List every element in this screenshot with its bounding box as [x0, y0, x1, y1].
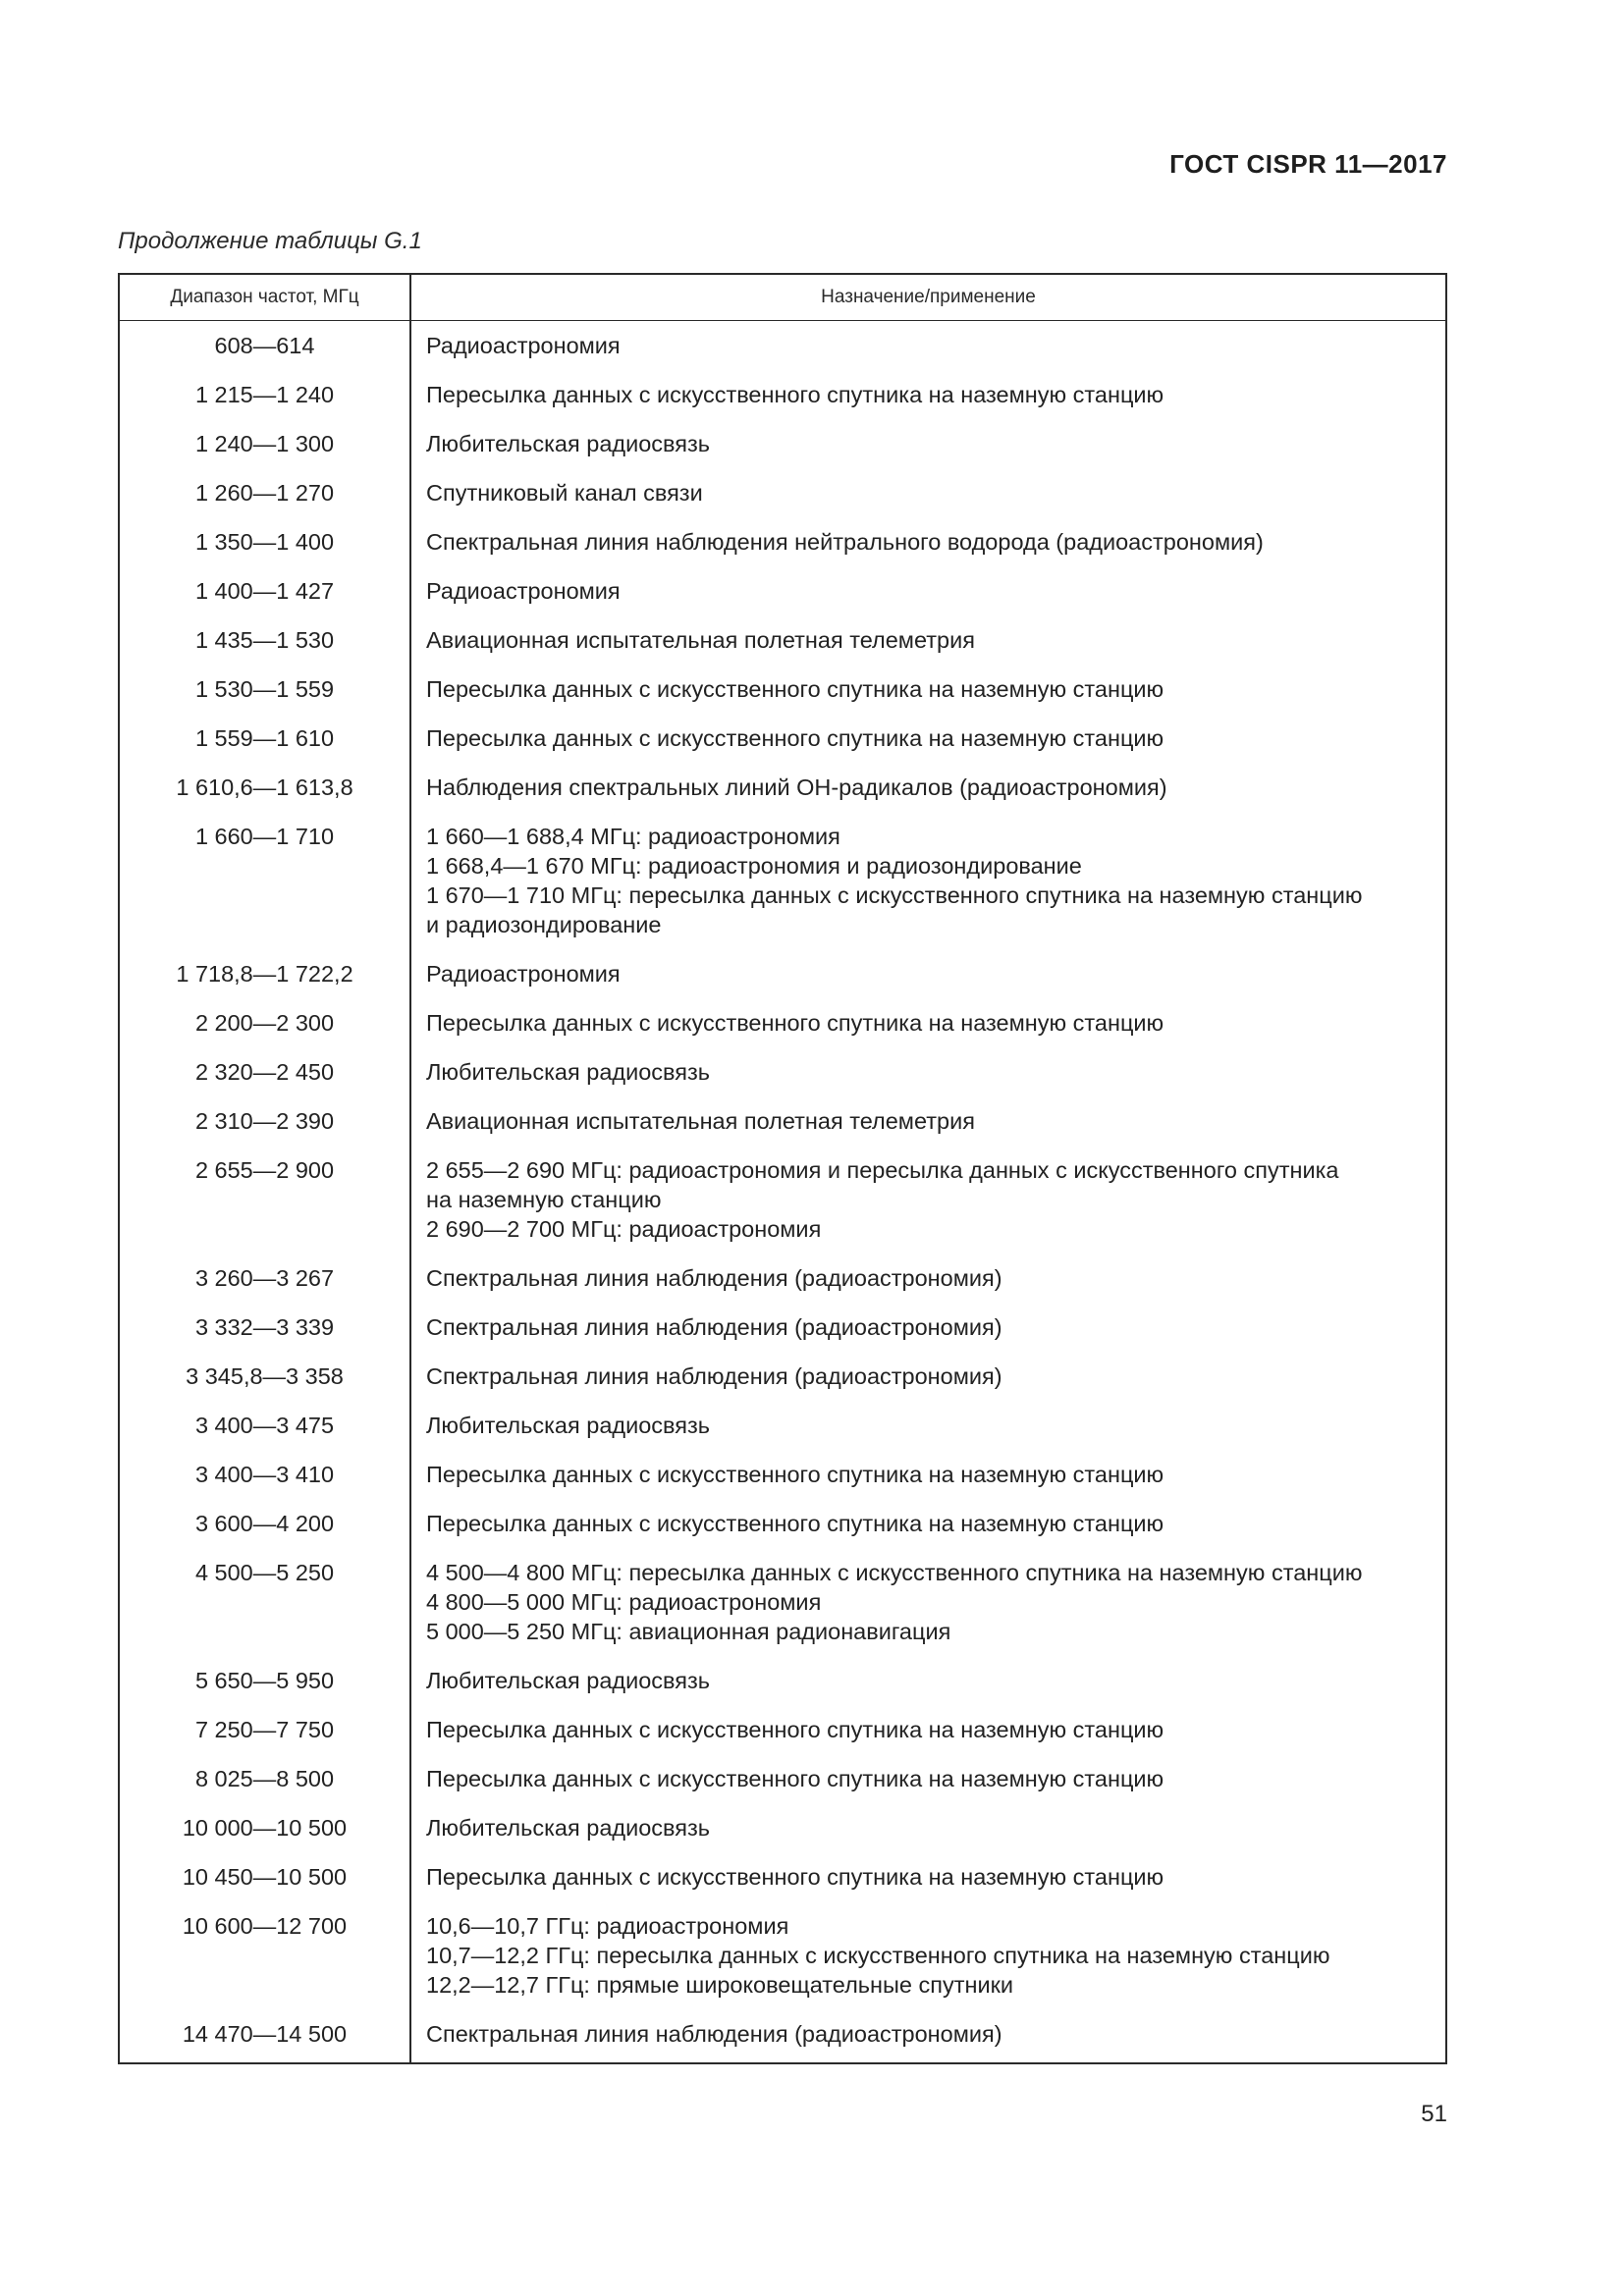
purpose-line: Спутниковый канал связи: [426, 480, 703, 506]
purpose-line: 5 000—5 250 МГц: авиационная радионавигация: [426, 1619, 951, 1644]
frequency-range-cell: 3 600—4 200: [120, 1503, 410, 1552]
frequency-range-cell: 2 200—2 300: [120, 1002, 410, 1051]
frequency-range-cell: 3 332—3 339: [120, 1307, 410, 1356]
frequency-range-cell: 1 660—1 710: [120, 816, 410, 953]
purpose-line: 4 800—5 000 МГц: радиоастрономия: [426, 1589, 822, 1615]
purpose-cell: [410, 1051, 1445, 1100]
purpose-line: 1 668,4—1 670 МГц: радиоастрономия и радиозондирование: [426, 853, 1082, 879]
purpose-cell: [410, 374, 1445, 423]
purpose-cell: [410, 1758, 1445, 1807]
purpose-line: Спектральная линия наблюдения нейтрального водорода (радиоастрономия): [426, 529, 1264, 555]
purpose-line: Пересылка данных с искусственного спутника на наземную станцию: [426, 676, 1164, 702]
purpose-line: Пересылка данных с искусственного спутника на наземную станцию: [426, 1766, 1164, 1791]
table-row: [120, 1257, 1445, 1307]
table-header: [120, 275, 1445, 325]
purpose-cell: [410, 1660, 1445, 1709]
purpose-line: Наблюдения спектральных линий ОН-радикалов (радиоастрономия): [426, 774, 1167, 800]
table-row: [120, 619, 1445, 668]
purpose-line: 4 500—4 800 МГц: пересылка данных с искусственного спутника на наземную станцию: [426, 1560, 1363, 1585]
purpose-line: Любительская радиосвязь: [426, 1668, 711, 1693]
purpose-cell: [410, 1807, 1445, 1856]
purpose-cell: [410, 1856, 1445, 1905]
purpose-cell: [410, 1454, 1445, 1503]
frequency-range-cell: 1 400—1 427: [120, 570, 410, 619]
table-row: [120, 325, 1445, 374]
purpose-line: Пересылка данных с искусственного спутника на наземную станцию: [426, 725, 1164, 751]
frequency-range-cell: 10 450—10 500: [120, 1856, 410, 1905]
frequency-range-cell: 10 600—12 700: [120, 1905, 410, 2013]
purpose-line: Пересылка данных с искусственного спутника на наземную станцию: [426, 1010, 1164, 1036]
purpose-line: и радиозондирование: [426, 912, 662, 937]
purpose-line: 1 670—1 710 МГц: пересылка данных с искусственного спутника на наземную станцию: [426, 882, 1363, 908]
purpose-cell: [410, 423, 1445, 472]
purpose-cell: [410, 1307, 1445, 1356]
frequency-range-cell: 14 470—14 500: [120, 2013, 410, 2062]
frequency-range-cell: 3 400—3 410: [120, 1454, 410, 1503]
frequency-table-grid: [120, 275, 1445, 2062]
purpose-line: Авиационная испытательная полетная телеметрия: [426, 627, 975, 653]
frequency-range-cell: 2 320—2 450: [120, 1051, 410, 1100]
purpose-line: Любительская радиосвязь: [426, 1815, 711, 1841]
purpose-line: Любительская радиосвязь: [426, 1059, 711, 1085]
table-row: [120, 1356, 1445, 1405]
frequency-range-cell: 1 718,8—1 722,2: [120, 953, 410, 1002]
table-row: [120, 472, 1445, 521]
purpose-cell: [410, 718, 1445, 767]
table-row: [120, 1856, 1445, 1905]
frequency-range-cell: 2 310—2 390: [120, 1100, 410, 1149]
table-row: [120, 2013, 1445, 2062]
table-row: [120, 1660, 1445, 1709]
page-number: 51: [1421, 2101, 1447, 2127]
table-caption: Продолжение таблицы G.1: [118, 228, 422, 254]
table-row: [120, 423, 1445, 472]
purpose-line: 2 655—2 690 МГц: радиоастрономия и пересылка данных с искусственного спутника: [426, 1157, 1339, 1183]
purpose-line: Пересылка данных с искусственного спутника на наземную станцию: [426, 1462, 1164, 1487]
frequency-range-cell: 10 000—10 500: [120, 1807, 410, 1856]
purpose-line: 10,7—12,2 ГГц: пересылка данных с искусственного спутника на наземную станцию: [426, 1943, 1330, 1968]
purpose-cell: [410, 1356, 1445, 1405]
table-row: [120, 1758, 1445, 1807]
table-row: [120, 1100, 1445, 1149]
purpose-line: 12,2—12,7 ГГц: прямые широковещательные спутники: [426, 1972, 1013, 1998]
purpose-line: Радиоастрономия: [426, 578, 621, 604]
table-row: [120, 1552, 1445, 1660]
purpose-cell: [410, 1100, 1445, 1149]
table-row: [120, 767, 1445, 816]
frequency-range-cell: 1 260—1 270: [120, 472, 410, 521]
table-row: [120, 668, 1445, 718]
table-row: [120, 1002, 1445, 1051]
purpose-line: Пересылка данных с искусственного спутника на наземную станцию: [426, 1717, 1164, 1742]
purpose-line: Любительская радиосвязь: [426, 431, 711, 456]
purpose-cell: [410, 668, 1445, 718]
frequency-table: [118, 273, 1447, 2064]
purpose-cell: [410, 619, 1445, 668]
purpose-line: Любительская радиосвязь: [426, 1413, 711, 1438]
frequency-range-cell: 1 530—1 559: [120, 668, 410, 718]
purpose-line: Пересылка данных с искусственного спутника на наземную станцию: [426, 1511, 1164, 1536]
frequency-range-cell: 2 655—2 900: [120, 1149, 410, 1257]
table-row: [120, 1709, 1445, 1758]
purpose-cell: [410, 1149, 1445, 1257]
table-row: [120, 1454, 1445, 1503]
purpose-cell: [410, 1552, 1445, 1660]
purpose-line: 2 690—2 700 МГц: радиоастрономия: [426, 1216, 822, 1242]
frequency-range-cell: 3 400—3 475: [120, 1405, 410, 1454]
frequency-range-cell: 3 345,8—3 358: [120, 1356, 410, 1405]
purpose-line: Радиоастрономия: [426, 961, 621, 987]
purpose-line: Спектральная линия наблюдения (радиоастрономия): [426, 2021, 1002, 2047]
frequency-range-cell: 608—614: [120, 325, 410, 374]
frequency-range-cell: 1 559—1 610: [120, 718, 410, 767]
purpose-line: 1 660—1 688,4 МГц: радиоастрономия: [426, 824, 840, 849]
column-header-purpose: Назначение/применение: [410, 275, 1445, 321]
purpose-line: Авиационная испытательная полетная телеметрия: [426, 1108, 975, 1134]
purpose-line: Пересылка данных с искусственного спутника на наземную станцию: [426, 382, 1164, 407]
document-code: ГОСТ CISPR 11—2017: [1169, 149, 1447, 179]
table-body: [120, 325, 1445, 2062]
frequency-range-cell: 1 240—1 300: [120, 423, 410, 472]
table-row: [120, 1807, 1445, 1856]
frequency-range-cell: 1 215—1 240: [120, 374, 410, 423]
purpose-cell: [410, 325, 1445, 374]
purpose-line: Спектральная линия наблюдения (радиоастрономия): [426, 1265, 1002, 1291]
table-row: [120, 1905, 1445, 2013]
frequency-range-cell: 1 350—1 400: [120, 521, 410, 570]
purpose-line: на наземную станцию: [426, 1187, 662, 1212]
purpose-line: Спектральная линия наблюдения (радиоастрономия): [426, 1363, 1002, 1389]
purpose-cell: [410, 767, 1445, 816]
frequency-range-cell: 8 025—8 500: [120, 1758, 410, 1807]
table-row: [120, 1503, 1445, 1552]
purpose-cell: [410, 1002, 1445, 1051]
purpose-cell: [410, 1405, 1445, 1454]
frequency-range-cell: 3 260—3 267: [120, 1257, 410, 1307]
frequency-range-cell: 7 250—7 750: [120, 1709, 410, 1758]
table-row: [120, 1405, 1445, 1454]
table-row: [120, 718, 1445, 767]
table-row: [120, 1307, 1445, 1356]
frequency-range-cell: 1 610,6—1 613,8: [120, 767, 410, 816]
purpose-cell: [410, 1709, 1445, 1758]
table-row: [120, 521, 1445, 570]
purpose-cell: [410, 1905, 1445, 2013]
purpose-line: 10,6—10,7 ГГц: радиоастрономия: [426, 1913, 789, 1939]
table-row: [120, 816, 1445, 953]
purpose-line: Радиоастрономия: [426, 333, 621, 358]
purpose-line: Пересылка данных с искусственного спутника на наземную станцию: [426, 1864, 1164, 1890]
column-header-frequency: Диапазон частот, МГц: [120, 275, 410, 321]
purpose-cell: [410, 1503, 1445, 1552]
purpose-cell: [410, 816, 1445, 953]
table-row: [120, 953, 1445, 1002]
purpose-cell: [410, 1257, 1445, 1307]
frequency-range-cell: 4 500—5 250: [120, 1552, 410, 1660]
purpose-cell: [410, 2013, 1445, 2062]
purpose-cell: [410, 472, 1445, 521]
table-row: [120, 570, 1445, 619]
table-row: [120, 374, 1445, 423]
purpose-cell: [410, 953, 1445, 1002]
frequency-range-cell: 5 650—5 950: [120, 1660, 410, 1709]
frequency-range-cell: 1 435—1 530: [120, 619, 410, 668]
purpose-cell: [410, 570, 1445, 619]
purpose-line: Спектральная линия наблюдения (радиоастрономия): [426, 1314, 1002, 1340]
table-row: [120, 1149, 1445, 1257]
table-row: [120, 1051, 1445, 1100]
purpose-cell: [410, 521, 1445, 570]
